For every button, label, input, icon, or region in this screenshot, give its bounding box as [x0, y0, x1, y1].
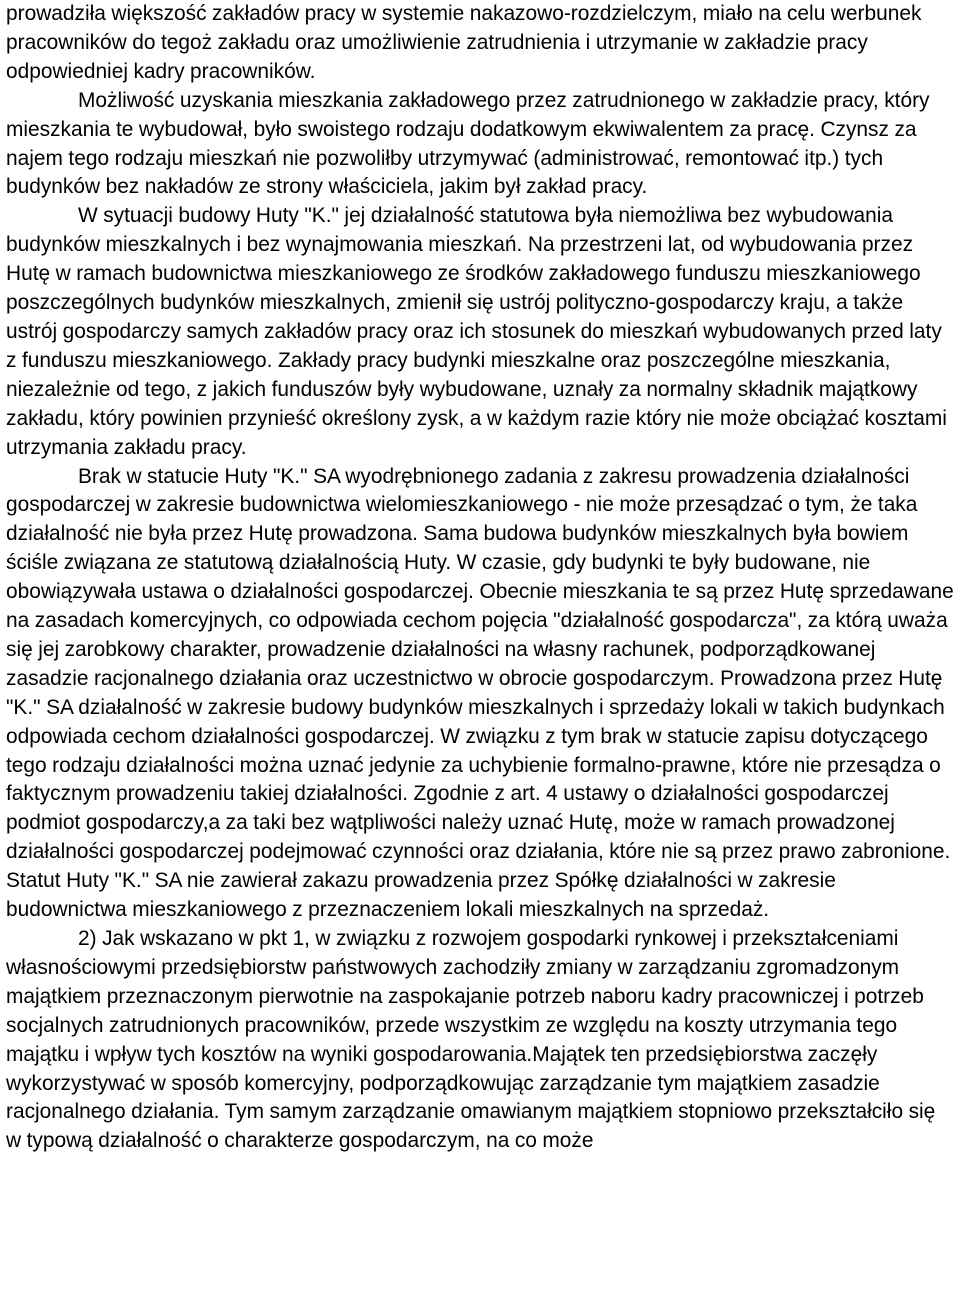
- paragraph-4: Brak w statucie Huty "K." SA wyodrębnionego zadania z zakresu prowadzenia działalności gospodarczej w zakresie budownictwa wielomieszkaniowego - nie może przesądzać o tym, że taka działalność nie była przez Hutę prowadzona. Sama budowa budynków mieszkalnych była bowiem ściśle związana ze statutową działalnością Huty. W czasie, gdy budynki te były budowane, nie obowiązywała ustawa o działalności gospodarczej. Obecnie mieszkania te są przez Hutę sprzedawane na zasadach komercyjnych, co odpowiada cechom pojęcia "działalność gospodarcza", za którą uważa się jej zarobkowy charakter, prowadzenie działalności na własny rachunek, podporządkowanej zasadzie racjonalnego działania oraz uczestnictwo w obrocie gospodarczym. Prowadzona przez Hutę "K." SA działalność w zakresie budowy budynków mieszkalnych i sprzedaży lokali w takich budynkach odpowiada cechom działalności gospodarczej. W związku z tym brak w statucie zapisu dotyczącego tego rodzaju działalności można uznać jedynie za uchybienie formalno-prawne, które nie przesądza o faktycznym prowadzeniu takiej działalności. Zgodnie z art. 4 ustawy o działalności gospodarczej podmiot gospodarczy,a za taki bez wątpliwości należy uznać Hutę, może w ramach prowadzonej działalności gospodarczej podejmować czynności oraz działania, które nie są przez prawo zabronione. Statut Huty "K." SA nie zawierał zakazu prowadzenia przez Spółkę działalności w zakresie budownictwa mieszkaniowego z przeznaczeniem lokali mieszkalnych na sprzedaż.: [6, 464, 954, 922]
- paragraph-1: prowadziła większość zakładów pracy w systemie nakazowo-rozdzielczym, miało na celu werbunek pracowników do tegoż zakładu oraz umożliwienie zatrudnienia i utrzymanie w zakładzie pracy odpowiedniej kadry pracowników.: [6, 2, 922, 83]
- paragraph-2: Możliwość uzyskania mieszkania zakładowego przez zatrudnionego w zakładzie pracy, który mieszkania te wybudował, było swoistego rodzaju dodatkowym ekwiwalentem za pracę. Czynsz za najem tego rodzaju mieszkań nie pozwoliłby utrzymywać (administrować, remontować itp.) tych budynków bez nakładów ze strony właściciela, jakim był zakład pracy.: [6, 88, 930, 199]
- paragraph-3: W sytuacji budowy Huty "K." jej działalność statutowa była niemożliwa bez wybudowania budynków mieszkalnych i bez wynajmowania mieszkań. Na przestrzeni lat, od wybudowania przez Hutę w ramach budownictwa mieszkaniowego ze środków zakładowego funduszu mieszkaniowego poszczególnych budynków mieszkalnych, zmienił się ustrój polityczno-gospodarczy kraju, a także ustrój gospodarczy samych zakładów pracy oraz ich stosunek do mieszkań wybudowanych przed laty z funduszu mieszkaniowego. Zakłady pracy budynki mieszkalne oraz poszczególne mieszkania, niezależnie od tego, z jakich funduszów były wybudowane, uznały za normalny składnik majątkowy zakładu, który powinien przynieść określony zysk, a w każdym razie który nie może obciążać kosztami utrzymania zakładu pracy.: [6, 204, 947, 459]
- paragraph-5: 2) Jak wskazano w pkt 1, w związku z rozwojem gospodarki rynkowej i przekształceniami własnościowymi przedsiębiorstw państwowych zachodziły zmiany w zarządzaniu zgromadzonym majątkiem przeznaczonym pierwotnie na zaspokajanie potrzeb naboru kadry pracowniczej i potrzeb socjalnych zatrudnionych pracowników, przede wszystkim ze względu na koszty utrzymania tego majątku i wpływ tych kosztów na wyniki gospodarowania.Majątek ten przedsiębiorstwa zaczęły wykorzystywać w sposób komercyjny, podporządkowując zarządzanie tym majątkiem zasadzie racjonalnego działania. Tym samym zarządzanie omawianym majątkiem stopniowo przekształciło się w typową działalność o charakterze gospodarczym, na co może: [6, 927, 936, 1153]
